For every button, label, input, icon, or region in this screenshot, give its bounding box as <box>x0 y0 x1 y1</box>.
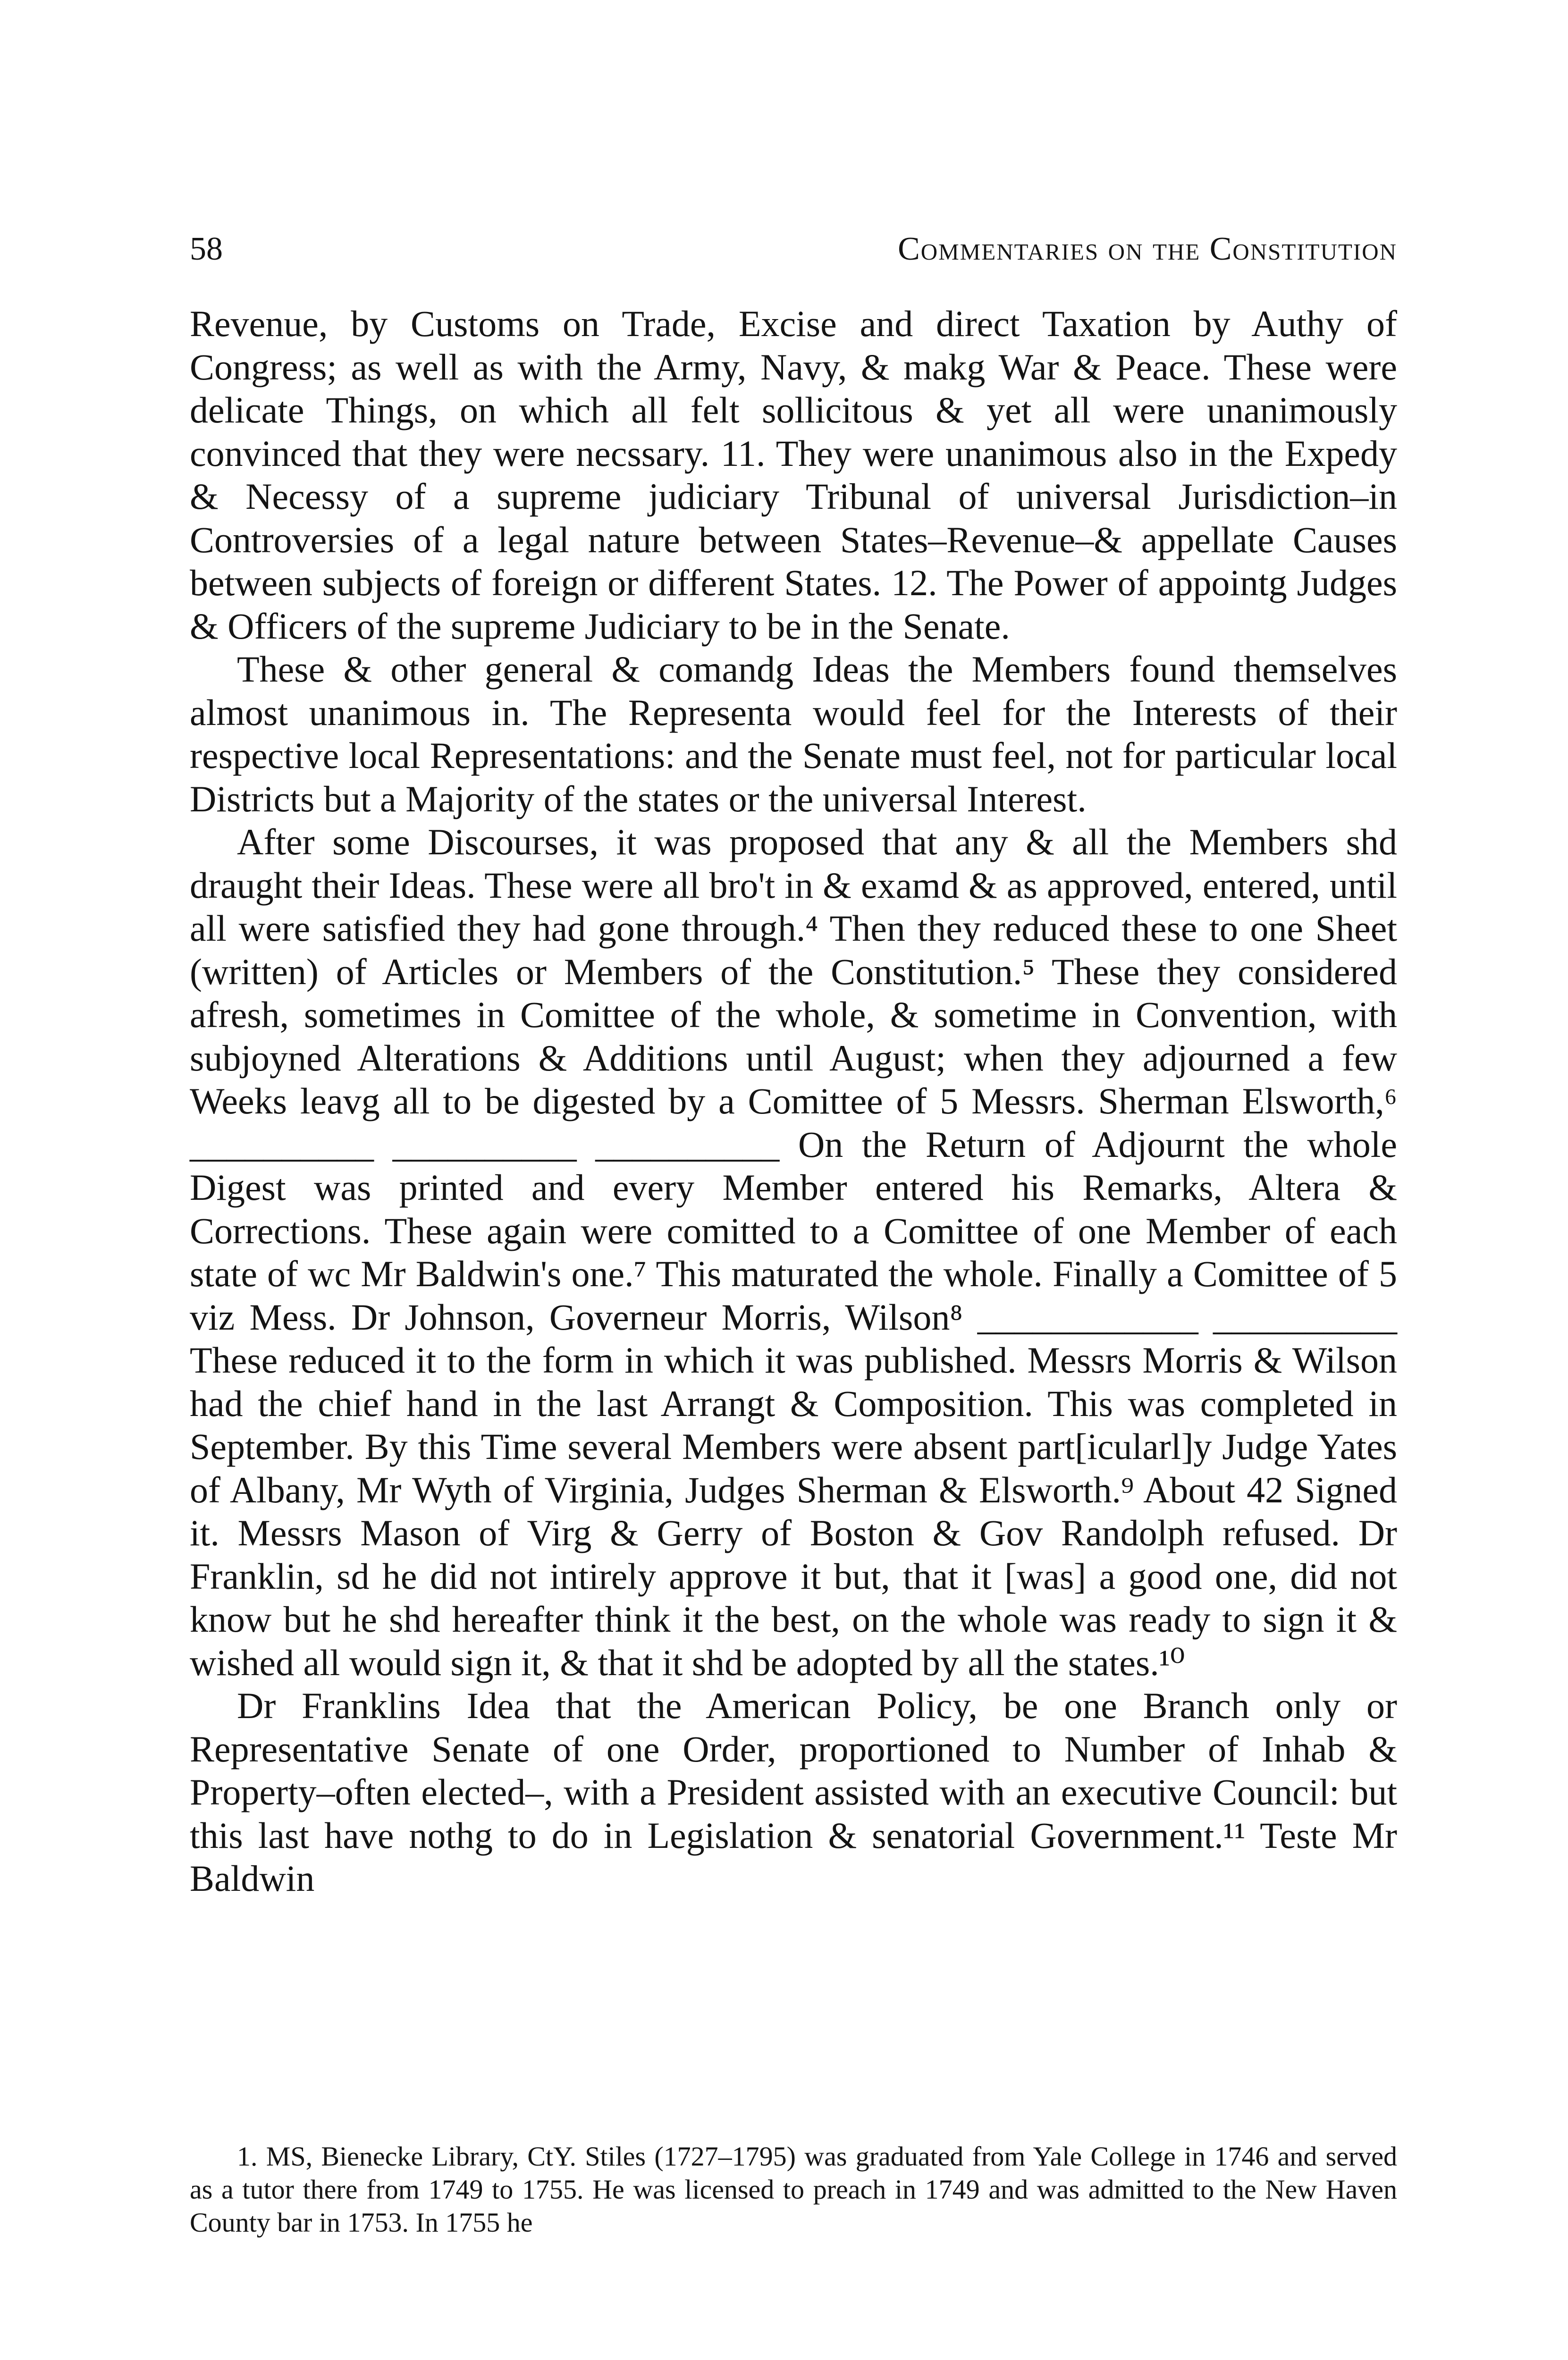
paragraph: After some Discourses, it was proposed that any & all the Members shd draught their Ideas. These were all bro't in & examd & as approved, entered, until all were satisfied they had gone through.⁴ Then they reduced these to one Sheet (written) of Articles or Members of the Constitution.⁵ These they considered afresh, sometimes in Comittee of the whole, & sometime in Convention, with subjoyned Alterations & Additions until August; when they adjourned a few Weeks leavg all to be digested by a Comittee of 5 Messrs. Sherman Elsworth,⁶ __________ __________ __________ On the Return of Adjournt the whole Digest was printed and every Member entered his Remarks, Altera & Corrections. These again were comitted to a Comittee of one Member of each state of wc Mr Baldwin's one.⁷ This maturated the whole. Finally a Comittee of 5 viz Mess. Dr Johnson, Governeur Morris, Wilson⁸ ____________ __________ These reduced it to the form in which it was published. Messrs Morris & Wilson had the chief hand in the last Arrangt & Composition. This was completed in September. By this Time several Members were absent part[icularl]y Judge Yates of Albany, Mr Wyth of Virginia, Judges Sherman & Elsworth.⁹ About 42 Signed it. Messrs Mason of Virg & Gerry of Boston & Gov Randolph refused. Dr Franklin, sd he did not intirely approve it but, that it [was] a good one, did not know but he shd hereafter think it the best, on the whole was ready to sign it & wished all would sign it, & that it shd be adopted by all the states.¹⁰ <box>190 821 1397 1683</box>
running-head: Commentaries on the Constitution <box>898 231 1397 267</box>
paragraph: Revenue, by Customs on Trade, Excise and direct Taxation by Authy of Congress; as well as with the Army, Navy, & makg War & Peace. These were delicate Things, on which all felt sollicitous & yet all were unanimously convinced that they were necssary. 11. They were unanimous also in the Expedy & Necessy of a supreme judiciary Tribunal of universal Jurisdiction–in Controversies of a legal nature between States–Revenue–& appellate Causes between subjects of foreign or different States. 12. The Power of appointg Judges & Officers of the supreme Judiciary to be in the Senate. <box>190 303 1397 647</box>
page-header <box>190 230 1397 268</box>
page-number: 58 <box>190 231 223 267</box>
footnote: 1. MS, Bienecke Library, CtY. Stiles (1727–1795) was graduated from Yale College in 1746 and served as a tutor there from 1749 to 1755. He was licensed to preach in 1749 and was admitted to the New Haven County bar in 1753. In 1755 he <box>190 2141 1397 2238</box>
footnotes <box>190 2140 1397 2239</box>
body-text <box>190 302 1397 1900</box>
paragraph: These & other general & comandg Ideas the Members found themselves almost unanimous in. The Representa would feel for the Interests of their respective local Representations: and the Senate must feel, not for particular local Districts but a Majority of the states or the universal Interest. <box>190 649 1397 819</box>
paragraph: Dr Franklins Idea that the American Policy, be one Branch only or Representative Senate of one Order, proportioned to Number of Inhab & Property–often elected–, with a President assisted with an executive Council: but this last have nothg to do in Legislation & senatorial Government.¹¹ Teste Mr Baldwin <box>190 1685 1397 1899</box>
